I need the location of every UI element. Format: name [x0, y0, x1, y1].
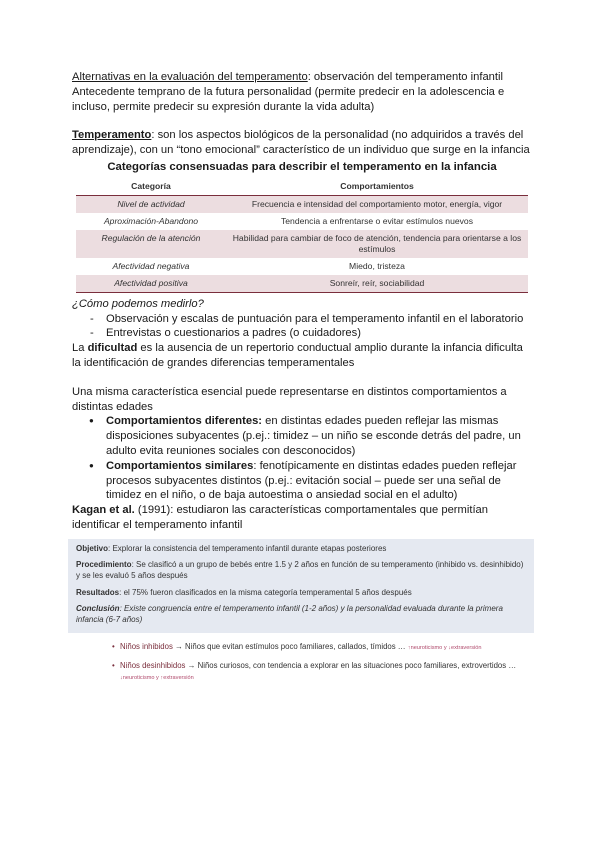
definition-paragraph: Temperamento: son los aspectos biológicos de la personalidad (no adquiridos a través del aprendizaje), con un “tono emocional” característico de un individuo que surge en la infancia	[72, 129, 530, 157]
table-cell-behavior: Sonreír, reír, sociabilidad	[226, 275, 528, 293]
table-cell-behavior: Frecuencia e intensidad del comportamiento motor, energía, vigor	[226, 195, 528, 213]
study-results: Resultados: el 75% fueron clasificados en la misma categoría temperamental 5 años después	[76, 587, 412, 597]
table-row	[76, 195, 528, 213]
list-item: ● Comportamientos similares: fenotípicamente en distintas edades pueden reflejar procesos subyacentes distintos (p.ej.: evitación social – puede ser una señal de timidez en el niño, o de baja autoestima o ansiedad social en el adulto)	[72, 459, 532, 503]
intro-text: Antecedente temprano de la futura personalidad (permite predecir en la adolescencia e incluso, permite predecir su expresión durante la vida adulta)	[72, 85, 505, 113]
table-cell-behavior: Habilidad para cambiar de foco de atención, tendencia para orientarse a los estímulos	[226, 230, 528, 258]
table-cell-category: Nivel de actividad	[76, 195, 226, 213]
table-row	[76, 230, 528, 258]
table-title: Categorías consensuadas para describir el temperamento en la infancia	[107, 160, 497, 173]
definition-term: Temperamento	[72, 129, 152, 142]
kagan-paragraph: Kagan et al. (1991): estudiaron las características comportamentales que permitían identificar el temperamento infantil	[72, 504, 488, 531]
difficulty-paragraph: La dificultad es la ausencia de un repertorio conductual amplio durante la infancia dificulta la identificación de grandes diferencias temperamentales	[72, 342, 523, 369]
table-cell-category: Regulación de la atención	[76, 230, 226, 258]
table-header-behavior: Comportamientos	[226, 179, 528, 196]
table-cell-category: Afectividad negativa	[112, 260, 190, 271]
table-cell-category: Afectividad positiva	[76, 275, 226, 293]
temperament-types	[112, 641, 532, 684]
measure-item: - Entrevistas o cuestionarios a padres (o cuidadores)	[72, 326, 532, 341]
intro-line: Alternativas en la evaluación del temperamento: observación del temperamento infantil	[72, 71, 503, 83]
table-row	[76, 275, 528, 293]
study-objective: Objetivo: Explorar la consistencia del temperamento infantil durante etapas posteriores	[76, 543, 387, 553]
study-procedure: Procedimiento: Se clasificó a un grupo de bebés entre 1.5 y 2 años en función de su temperamento (inhibido vs. desinhibido) y se les evaluó 5 años después	[76, 560, 524, 580]
document-page	[72, 70, 532, 690]
measure-item: - Observación y escalas de puntuación para el temperamento infantil en el laboratorio	[72, 312, 532, 327]
list-item: • Niños desinhibidos → Niños curiosos, con tendencia a explorar en las situaciones poco familiares, extrovertidos … ↓neuroticismo y ↑extraversión	[112, 660, 532, 684]
table-cell-behavior: Tendencia a enfrentarse o evitar estímulos nuevos	[280, 215, 474, 226]
table-cell-category: Aproximación-Abandono	[103, 215, 199, 226]
list-item: • Niños inhibidos → Niños que evitan estímulos poco familiares, callados, tímidos … ↑neuroticismo y ↓extraversión	[112, 641, 532, 654]
table-row	[76, 213, 528, 230]
section-heading: Alternativas en la evaluación del temperamento	[72, 71, 308, 83]
table-cell-behavior: Miedo, tristeza	[349, 260, 405, 271]
characteristic-intro: Una misma característica esencial puede representarse en distintos comportamientos a distintas edades	[72, 385, 507, 413]
table-row	[76, 258, 528, 275]
measure-question: ¿Cómo podemos medirlo?	[72, 297, 204, 310]
study-conclusion: Conclusión: Existe congruencia entre el temperamento infantil (1-2 años) y la personalidad evaluada durante la primera infancia (6-7 años)	[76, 604, 503, 624]
study-summary-box	[68, 539, 534, 634]
temperament-table	[76, 179, 528, 293]
list-item: ● Comportamientos diferentes: en distintas edades pueden reflejar las mismas disposiciones subyacentes (p.ej.: timidez – un niño se esconde detrás del padre, un adulto evita reuniones sociales con desconocidos)	[72, 414, 532, 458]
table-header-category: Categoría	[76, 179, 226, 196]
